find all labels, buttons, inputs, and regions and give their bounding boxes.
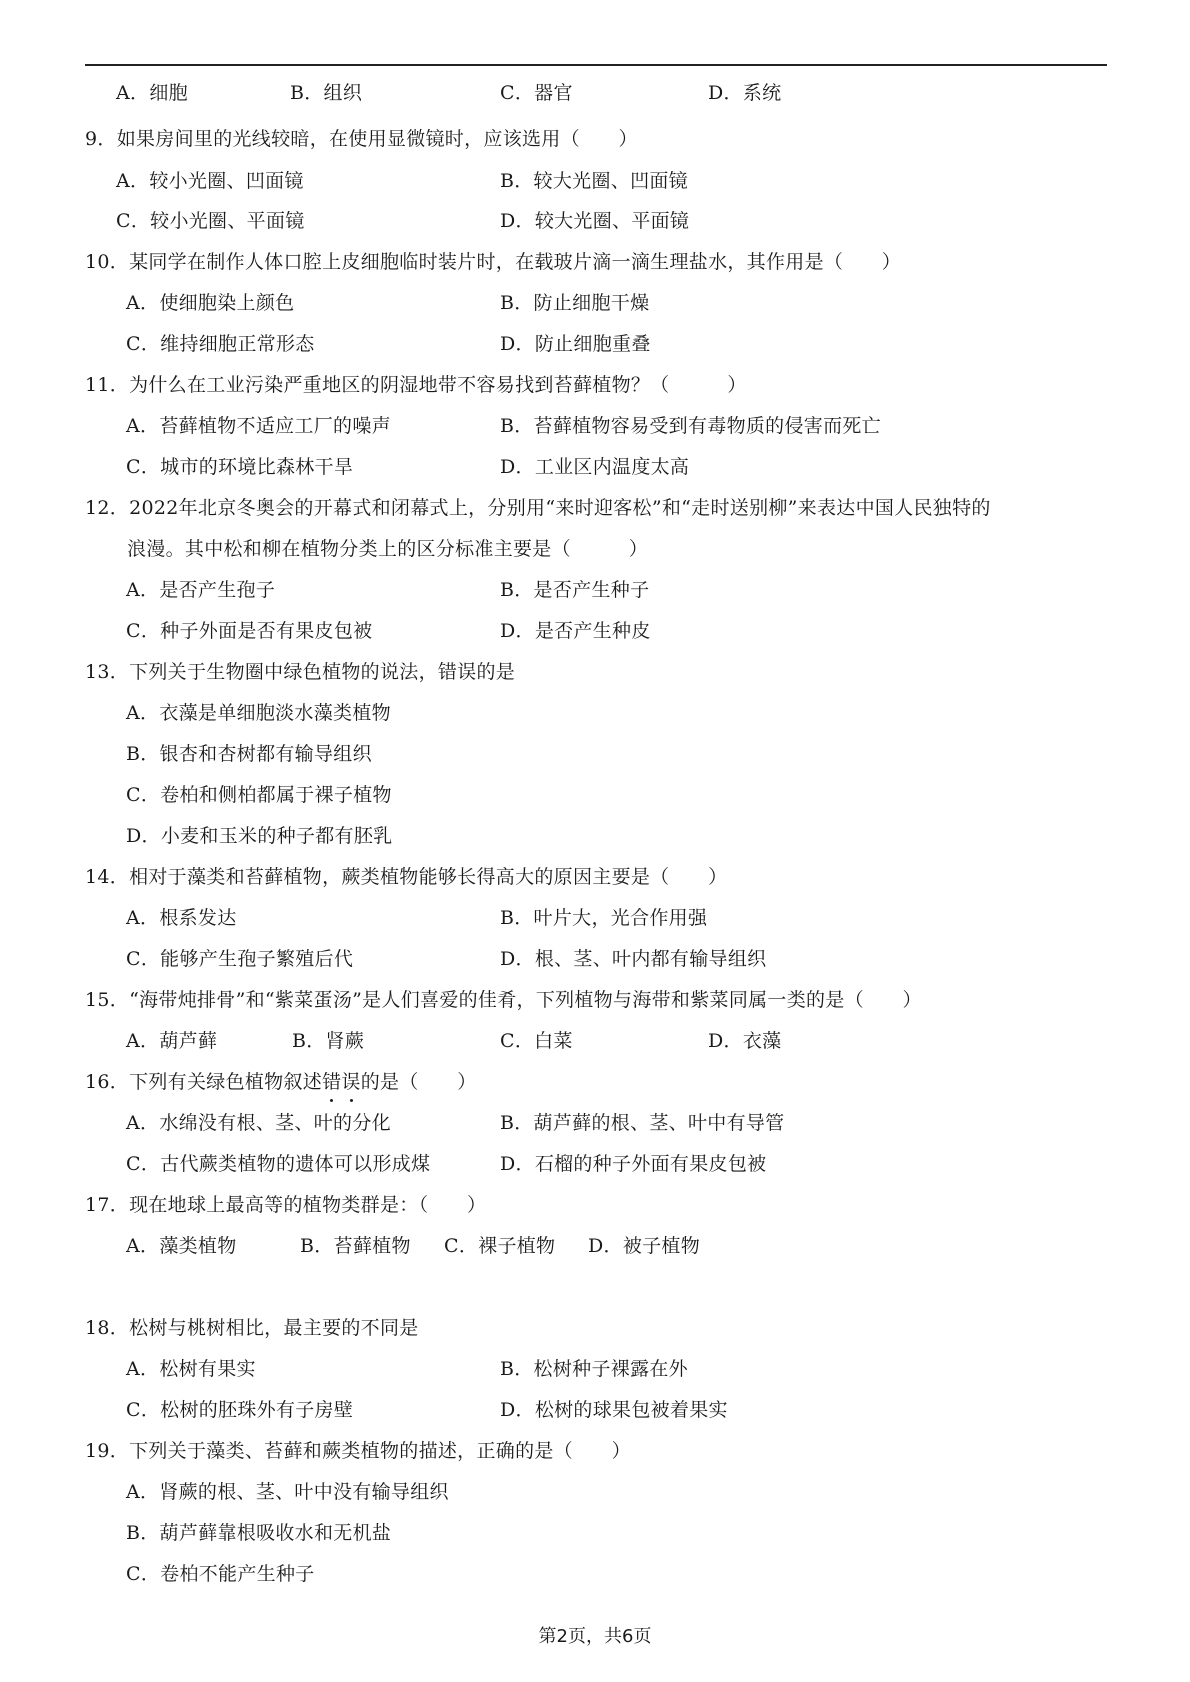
q17-option-d: D．被子植物 [588,1235,701,1257]
q8-option-d: D．系统 [708,82,782,104]
q11-option-c: C．城市的环境比森林干旱 [126,456,354,478]
q14-option-a: A．根系发达 [126,907,237,929]
q16-stem-pre: 16．下列有关绿色植物叙述 [85,1071,323,1093]
q16-stem [85,1067,477,1097]
q12-option-d: D．是否产生种皮 [500,620,651,642]
q15-option-b: B．肾蕨 [292,1030,365,1052]
q15-stem: 15．“海带炖排骨”和“紫菜蛋汤”是人们喜爱的佳肴，下列植物与海带和紫菜同属一类的是（ ） [85,989,922,1011]
q14-option-b: B．叶片大，光合作用强 [500,907,708,929]
q16-emphasis-char-2: 误 [341,1067,360,1097]
q17-option-b: B．苔藓植物 [300,1235,411,1257]
q12-stem-continued: 浪漫。其中松和柳在植物分类上的区分标准主要是（ ） [127,538,649,560]
q8-option-a: A．细胞 [116,82,188,104]
q10-option-d: D．防止细胞重叠 [500,333,651,355]
q16-option-d: D．石榴的种子外面有果皮包被 [500,1153,767,1175]
page-number-footer: 第2页，共6页 [538,1626,652,1647]
q15-option-d: D．衣藻 [708,1030,782,1052]
q12-option-b: B．是否产生种子 [500,579,650,601]
q13-option-c: C．卷柏和侧柏都属于裸子植物 [126,784,392,806]
q13-option-b: B．银杏和杏树都有输导组织 [126,743,372,765]
q19-option-a: A．肾蕨的根、茎、叶中没有输导组织 [126,1481,449,1503]
q18-option-a: A．松树有果实 [126,1358,256,1380]
q19-option-c: C．卷柏不能产生种子 [126,1563,315,1585]
q12-option-c: C．种子外面是否有果皮包被 [126,620,373,642]
q12-stem: 12．2022年北京冬奥会的开幕式和闭幕式上，分别用“来时迎客松”和“走时送别柳”来表达中国人民独特的 [85,497,991,519]
q13-option-d: D．小麦和玉米的种子都有胚乳 [126,825,393,847]
q13-stem: 13．下列关于生物圈中绿色植物的说法，错误的是 [85,661,516,683]
q13-option-a: A．衣藻是单细胞淡水藻类植物 [126,702,391,724]
q18-option-d: D．松树的球果包被着果实 [500,1399,728,1421]
header-rule [85,64,1107,66]
q9-stem: 9．如果房间里的光线较暗，在使用显微镜时，应该选用（ ） [85,128,638,150]
q14-option-c: C．能够产生孢子繁殖后代 [126,948,354,970]
q9-option-a: A．较小光圈、凹面镜 [116,170,304,192]
q16-option-b: B．葫芦藓的根、茎、叶中有导管 [500,1112,785,1134]
q16-emphasis-char-1: 错 [322,1067,341,1097]
q16-stem-post: 的是（ ） [360,1071,477,1093]
q14-option-d: D．根、茎、叶内都有输导组织 [500,948,767,970]
q17-stem: 17．现在地球上最高等的植物类群是：（ ） [85,1194,487,1216]
q9-option-c: C．较小光圈、平面镜 [116,210,305,232]
q17-option-c: C．裸子植物 [444,1235,556,1257]
q11-option-b: B．苔藓植物容易受到有毒物质的侵害而死亡 [500,415,881,437]
q16-option-a: A．水绵没有根、茎、叶的分化 [126,1112,391,1134]
q17-option-a: A．藻类植物 [126,1235,237,1257]
q18-option-b: B．松树种子裸露在外 [500,1358,688,1380]
q10-option-b: B．防止细胞干燥 [500,292,650,314]
q11-option-a: A．苔藓植物不适应工厂的噪声 [126,415,391,437]
q10-option-c: C．维持细胞正常形态 [126,333,315,355]
q10-stem: 10．某同学在制作人体口腔上皮细胞临时装片时，在载玻片滴一滴生理盐水，其作用是（ ） [85,251,902,273]
q18-stem: 18．松树与桃树相比，最主要的不同是 [85,1317,419,1339]
q14-stem: 14．相对于藻类和苔藓植物，蕨类植物能够长得高大的原因主要是（ ） [85,866,728,888]
q9-option-b: B．较大光圈、凹面镜 [500,170,688,192]
q11-option-d: D．工业区内温度太高 [500,456,690,478]
q8-option-b: B．组织 [290,82,363,104]
q15-option-a: A．葫芦藓 [126,1030,218,1052]
q11-stem: 11．为什么在工业污染严重地区的阴湿地带不容易找到苔藓植物？（ ） [85,374,747,396]
q18-option-c: C．松树的胚珠外有子房壁 [126,1399,354,1421]
q16-option-c: C．古代蕨类植物的遗体可以形成煤 [126,1153,431,1175]
q10-option-a: A．使细胞染上颜色 [126,292,295,314]
q9-option-d: D．较大光圈、平面镜 [500,210,690,232]
q19-stem: 19．下列关于藻类、苔藓和蕨类植物的描述，正确的是（ ） [85,1440,631,1462]
q12-option-a: A．是否产生孢子 [126,579,276,601]
q15-option-c: C．白菜 [500,1030,573,1052]
q8-option-c: C．器官 [500,82,573,104]
q19-option-b: B．葫芦藓靠根吸收水和无机盐 [126,1522,392,1544]
